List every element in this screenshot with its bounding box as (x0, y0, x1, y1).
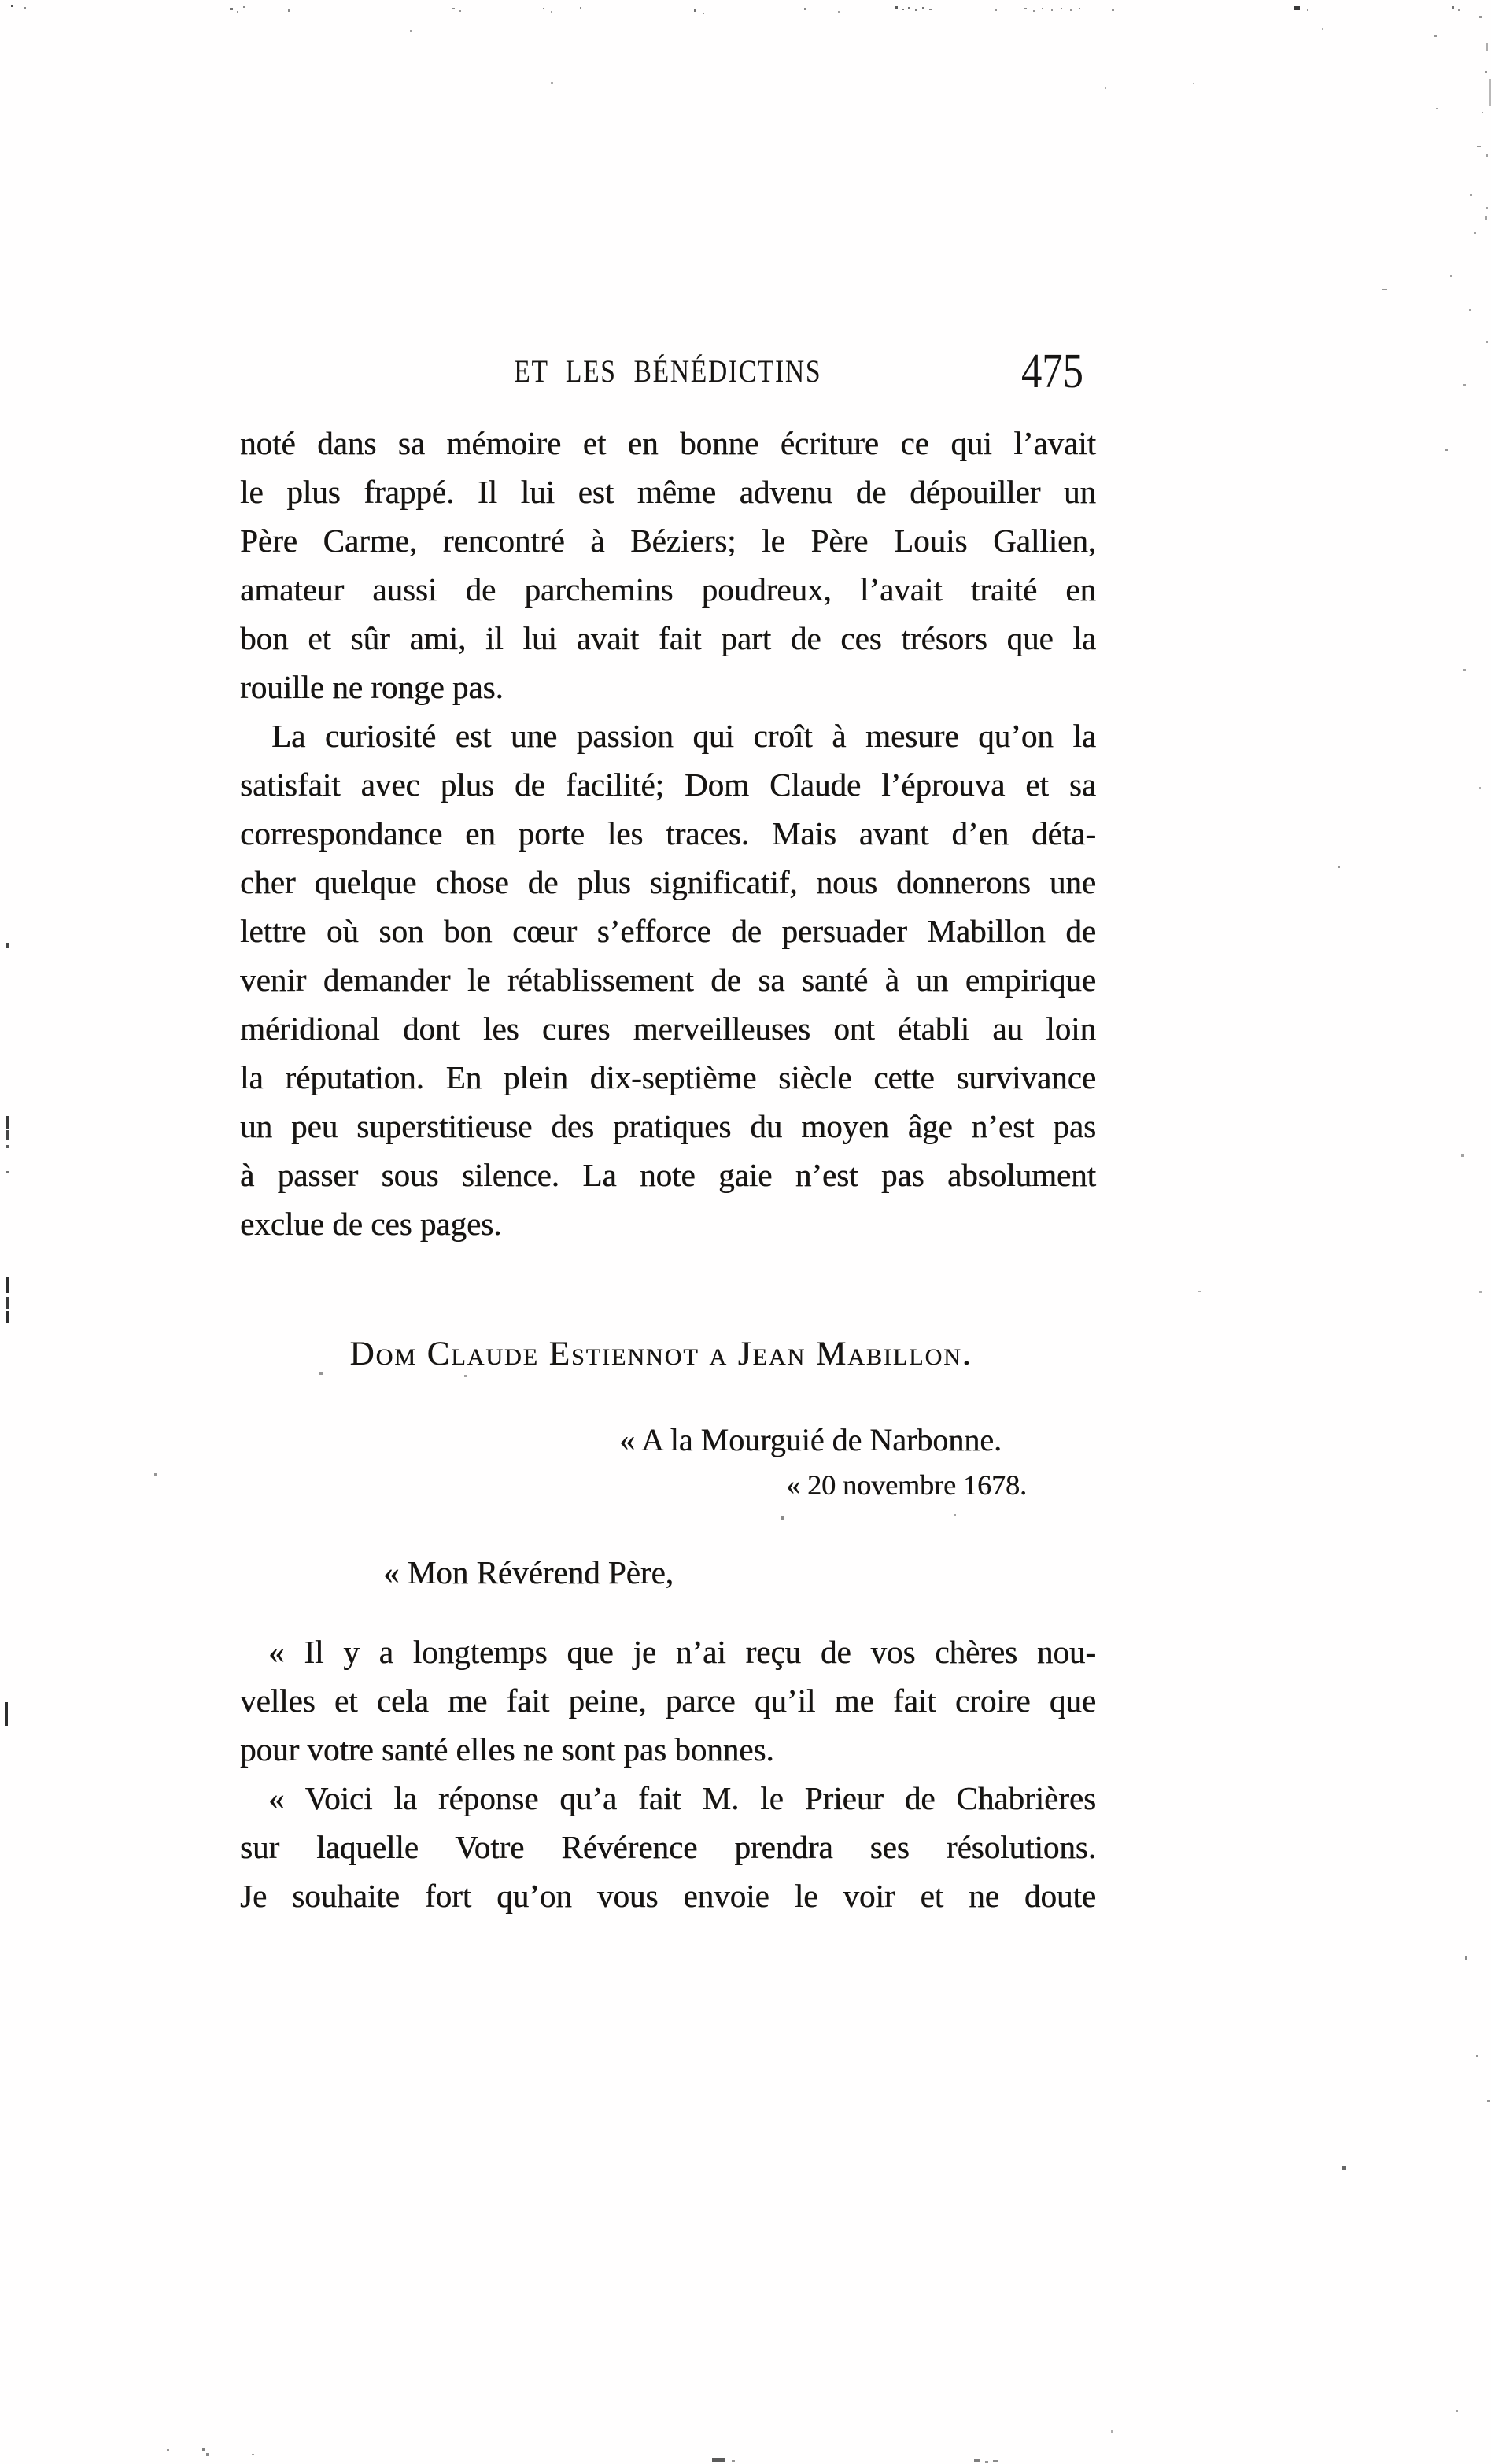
text-line: à passer sous silence. La note gaie n’est pas absolument (240, 1157, 1096, 1193)
scan-speck (1479, 787, 1481, 789)
scan-speck (1487, 2100, 1490, 2102)
scan-speck (1486, 43, 1488, 51)
scan-speck (1456, 2410, 1458, 2412)
scan-speck (1463, 669, 1466, 671)
running-title-text: ET LES BÉNÉDICTINS (514, 353, 822, 389)
letter-heading: Dom Claude Estiennot a Jean Mabillon. (349, 1335, 972, 1372)
scan-speck (202, 2448, 205, 2451)
text-line: lettre où son bon cœur s’efforce de persuader Mabillon de (240, 913, 1096, 949)
scan-speck (1469, 309, 1471, 311)
text-line: satisfait avec plus de facilité; Dom Claude l’éprouva et sa (240, 767, 1096, 803)
text-line: rouille ne ronge pas. (240, 669, 504, 705)
scan-speck (1193, 83, 1194, 84)
scan-speck (1338, 866, 1340, 868)
scan-speck (1465, 1956, 1467, 1960)
running-title (240, 346, 1096, 397)
scan-speck (1474, 232, 1476, 234)
scan-speck (1485, 216, 1487, 220)
scan-speck (1434, 35, 1437, 37)
page-number: 475 (1020, 345, 1083, 398)
text-line: le plus frappé. Il lui est même advenu de dépouiller un (240, 474, 1096, 510)
scan-speck (167, 2449, 169, 2451)
text-line: « Voici la réponse qu’a fait M. le Prieur de Chabrières (268, 1780, 1096, 1816)
scan-speck (1482, 112, 1483, 113)
scan-speck (6, 1277, 9, 1293)
scan-speck (1479, 16, 1482, 18)
scan-speck (1111, 2430, 1113, 2433)
scan-speck (1452, 6, 1454, 9)
scan-speck (1445, 449, 1448, 451)
scan-speck (1486, 207, 1488, 209)
scan-speck (237, 11, 238, 13)
main-text (240, 419, 1096, 1248)
scan-speck (24, 7, 26, 9)
paragraph (240, 711, 1096, 1248)
text-line: un peu superstitieuse des pratiques du moyen âge n’est pas (240, 1108, 1096, 1144)
paragraph (240, 1627, 1096, 1774)
scan-speck (6, 1130, 9, 1140)
scan-speck (6, 1171, 9, 1173)
scan-speck (11, 5, 13, 7)
scan-speck (230, 8, 233, 10)
text-column (240, 0, 1096, 2464)
scan-speck (1450, 275, 1452, 277)
text-line: cher quelque chose de plus significatif, nous donnerons une (240, 864, 1096, 900)
text-line: amateur aussi de parchemins poudreux, l’avait traité en (240, 571, 1096, 608)
scan-speck (6, 1297, 9, 1309)
text-line: méridional dont les cures merveilleuses ont établi au loin (240, 1010, 1096, 1047)
scan-speck (1486, 154, 1488, 157)
text-line: noté dans sa mémoire et en bonne écriture ce qui l’avait (240, 425, 1096, 461)
scan-speck (1479, 1291, 1482, 1293)
text-line: velles et cela me fait peine, parce qu’il me fait croire que (240, 1683, 1096, 1719)
scan-speck (5, 1702, 8, 1726)
scan-speck (1105, 87, 1106, 89)
scan-speck (1198, 1291, 1201, 1292)
scan-speck (1477, 146, 1481, 147)
text-line: La curiosité est une passion qui croît à mesure qu’on la (271, 718, 1096, 754)
text-line: venir demander le rétablissement de sa santé à un empirique (240, 962, 1096, 998)
text-line: sur laquelle Votre Révérence prendra ses résolutions. (240, 1829, 1096, 1865)
text-line: Père Carme, rencontré à Béziers; le Père Louis Gallien, (240, 523, 1096, 559)
scan-speck (154, 1473, 157, 1476)
text-line: bon et sûr ami, il lui avait fait part de ces trésors que la (240, 620, 1096, 656)
scan-speck (6, 1145, 9, 1148)
running-header (240, 346, 1096, 403)
letter-place-line: « A la Mourguié de Narbonne. (619, 1422, 1002, 1457)
scan-speck (206, 2453, 209, 2456)
letter-salutation: « Mon Révérend Père, (383, 1554, 674, 1590)
text-line: Je souhaite fort qu’on vous envoie le voir et ne doute (240, 1878, 1096, 1914)
text-line: correspondance en porte les traces. Mais avant d’en déta- (240, 815, 1096, 852)
scan-speck (6, 943, 9, 948)
scan-speck (1307, 9, 1308, 11)
scan-speck (1470, 194, 1472, 196)
scan-speck (1486, 341, 1488, 343)
text-line: « Il y a longtemps que je n’ai reçu de vos chères nou- (268, 1634, 1096, 1670)
text-line: la réputation. En plein dix-septième siècle cette survivance (240, 1059, 1096, 1095)
scan-speck (1294, 6, 1300, 10)
scan-speck (1436, 108, 1438, 109)
scan-speck (1458, 9, 1460, 11)
letter-date-line: « 20 novembre 1678. (786, 1469, 1027, 1501)
scan-speck (1461, 1154, 1464, 1157)
text-line: pour votre santé elles ne sont pas bonnes. (240, 1731, 774, 1768)
scan-speck (6, 1311, 9, 1323)
scan-speck (1476, 2055, 1478, 2057)
text-line: exclue de ces pages. (240, 1206, 502, 1242)
scan-speck (1463, 384, 1466, 386)
scan-speck (1112, 9, 1114, 11)
paragraph (240, 1774, 1096, 1920)
scan-speck (6, 1116, 9, 1129)
scan-speck (1382, 289, 1387, 290)
scan-speck (1485, 71, 1487, 73)
letter-text (240, 1627, 1096, 1920)
scan-speck (1342, 2166, 1346, 2170)
paragraph (240, 419, 1096, 711)
scan-speck (1322, 28, 1323, 30)
